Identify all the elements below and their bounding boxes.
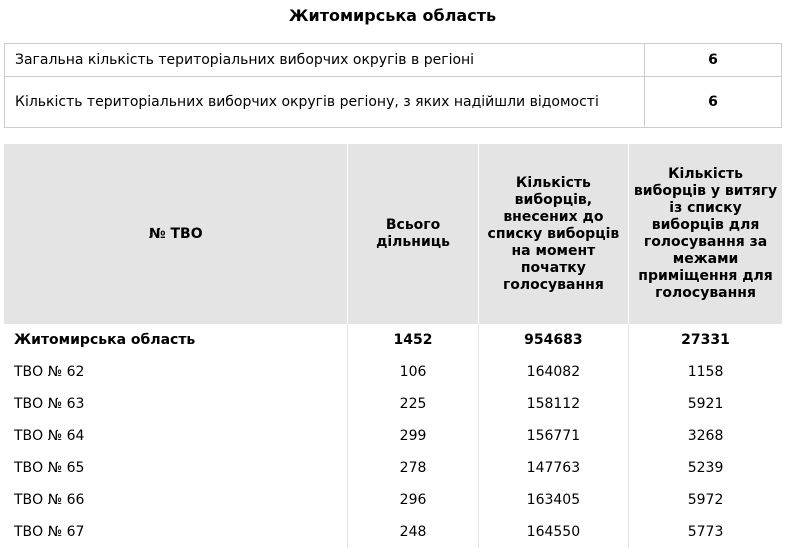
- cell-district: ТВО № 65: [14, 460, 85, 476]
- cell-district: ТВО № 63: [14, 396, 85, 412]
- results-table: [4, 144, 782, 548]
- cell-stations: 248: [348, 516, 478, 548]
- cell-district: ТВО № 62: [14, 364, 85, 380]
- cell-voters: 164082: [478, 356, 628, 388]
- page-title: Житомирська область: [288, 6, 497, 25]
- cell-voters: 158112: [478, 388, 628, 420]
- cell-stations: 278: [348, 452, 478, 484]
- table-header-row: [4, 144, 782, 324]
- cell-outside-voters: 1158: [629, 356, 782, 388]
- cell-stations: 296: [348, 484, 478, 516]
- cell-district: ТВО № 67: [14, 524, 85, 540]
- table-row: [4, 356, 782, 388]
- cell-voters: 156771: [478, 420, 628, 452]
- cell-outside-voters: 27331: [629, 324, 782, 356]
- cell-outside-voters: 5921: [629, 388, 782, 420]
- table-row: [4, 484, 782, 516]
- table-row: [4, 516, 782, 548]
- summary-row-total-districts: [5, 44, 782, 77]
- cell-outside-voters: 5239: [629, 452, 782, 484]
- summary-table: [4, 43, 782, 128]
- table-row: [4, 452, 782, 484]
- table-row: [4, 420, 782, 452]
- summary-value: 6: [645, 44, 782, 77]
- cell-stations: 106: [348, 356, 478, 388]
- cell-outside-voters: 5773: [629, 516, 782, 548]
- column-header-stations: Всього дільниць: [348, 144, 478, 324]
- summary-label: Кількість територіальних виборчих округів регіону, з яких надійшли відомості: [5, 77, 645, 128]
- cell-stations: 225: [348, 388, 478, 420]
- cell-outside-voters: 5972: [629, 484, 782, 516]
- table-row-total: [4, 324, 782, 356]
- cell-voters: 147763: [478, 452, 628, 484]
- cell-voters: 164550: [478, 516, 628, 548]
- cell-district: ТВО № 64: [14, 428, 85, 444]
- table-row: [4, 388, 782, 420]
- column-header-district: № ТВО: [4, 144, 348, 324]
- summary-value: 6: [645, 77, 782, 128]
- cell-stations: 1452: [348, 324, 478, 356]
- cell-voters: 954683: [478, 324, 628, 356]
- column-header-outside-voters: Кількість виборців у витягу із списку виборців для голосування за межами приміщення для голосування: [629, 144, 782, 324]
- cell-district: ТВО № 66: [14, 492, 85, 508]
- column-header-voters: Кількість виборців, внесених до списку виборців на момент початку голосування: [478, 144, 628, 324]
- cell-outside-voters: 3268: [629, 420, 782, 452]
- cell-district: Житомирська область: [14, 332, 196, 348]
- summary-label: Загальна кількість територіальних виборчих округів в регіоні: [5, 44, 645, 77]
- cell-stations: 299: [348, 420, 478, 452]
- cell-voters: 163405: [478, 484, 628, 516]
- summary-row-reported-districts: [5, 77, 782, 128]
